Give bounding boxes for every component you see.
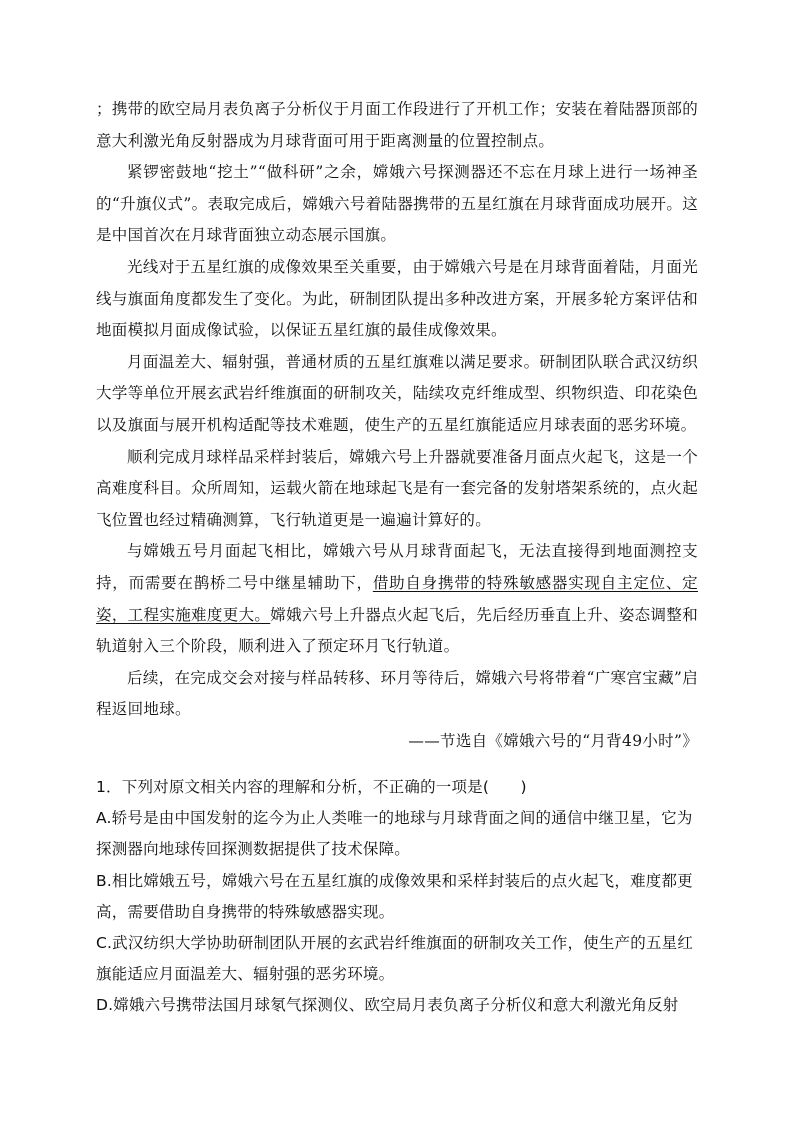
passage-paragraph: 后续，在完成交会对接与样品转移、环月等待后，嫦娥六号将带着“广寒宫宝藏”启程返回地球。	[96, 668, 698, 719]
question-block	[96, 772, 700, 1022]
option-a: A.轿号是由中国发射的迄今为止人类唯一的地球与月球背面之间的通信中继卫星，它为探测器向地球传回探测数据提供了技术保障。	[96, 809, 693, 859]
passage-paragraph: ；携带的欧空局月表负离子分析仪于月面工作段进行了开机工作；安装在着陆器顶部的意大利激光角反射器成为月球背面可用于距离测量的位置控制点。	[96, 100, 698, 150]
underlined-sentence: 借助自身携带的特殊敏感器实现自主定位、定姿，工程实施难度更大。	[96, 573, 698, 624]
passage-paragraph: 顺利完成月球样品采样封装后，嫦娥六号上升器就要准备月面点火起飞，这是一个高难度科目。众所周知，运载火箭在地球起飞是有一套完备的发射塔架系统的，点火起飞位置也经过精确测算，飞行轨道更是一遍遍计算好的。	[96, 447, 698, 529]
option-b: B.相比嫦娥五号，嫦娥六号在五星红旗的成像效果和采样封装后的点火起飞，难度都更高，需要借助自身携带的特殊敏感器实现。	[96, 871, 693, 921]
passage-paragraph: 月面温差大、辐射强，普通材质的五星红旗难以满足要求。研制团队联合武汉纺织大学等单位开展玄武岩纤维旗面的研制攻关，陆续攻克纤维成型、织物织造、印花染色以及旗面与展开机构适配等技术难题，使生产的五星红旗能适应月球表面的恶劣环境。	[96, 352, 698, 434]
passage-paragraph: 紧锣密鼓地“挖土”“做科研”之余，嫦娥六号探测器还不忘在月球上进行一场神圣的“升旗仪式”。表取完成后，嫦娥六号着陆器携带的五星红旗在月球背面成功展开。这是中国首次在月球背面独立动态展示国旗。	[96, 163, 698, 245]
reading-passage	[96, 94, 698, 757]
text-run: 与嫦娥五号月面起飞相比，嫦娥六号从月球背面起飞，无法直接得到地面测控支持，而需要在鹊桥二号中继星辅助下，	[96, 542, 698, 592]
passage-paragraph	[96, 536, 698, 662]
option-d: D.嫦娥六号携带法国月球氡气探测仪、欧空局月表负离子分析仪和意大利激光角反射	[96, 996, 679, 1015]
question-stem: 1．下列对原文相关内容的理解和分析，不正确的一项是( )	[96, 778, 527, 796]
passage-paragraph: 光线对于五星红旗的成像效果至关重要，由于嫦娥六号是在月球背面着陆，月面光线与旗面角度都发生了变化。为此，研制团队提出多种改进方案，开展多轮方案评估和地面模拟月面成像试验，以保证五星红旗的最佳成像效果。	[96, 257, 698, 340]
option-c: C.武汉纺织大学协助研制团队开展的玄武岩纤维旗面的研制攻关工作，使生产的五星红旗能适应月面温差大、辐射强的恶劣环境。	[96, 934, 694, 984]
source-citation: ——节选自《嫦娥六号的“月背49小时”》	[408, 731, 698, 750]
text-run: 嫦娥六号上升器点火起飞后，先后经历垂直上升、姿态调整和轨道射入三个阶段，顺利进入了预定环月飞行轨道。	[96, 605, 698, 656]
